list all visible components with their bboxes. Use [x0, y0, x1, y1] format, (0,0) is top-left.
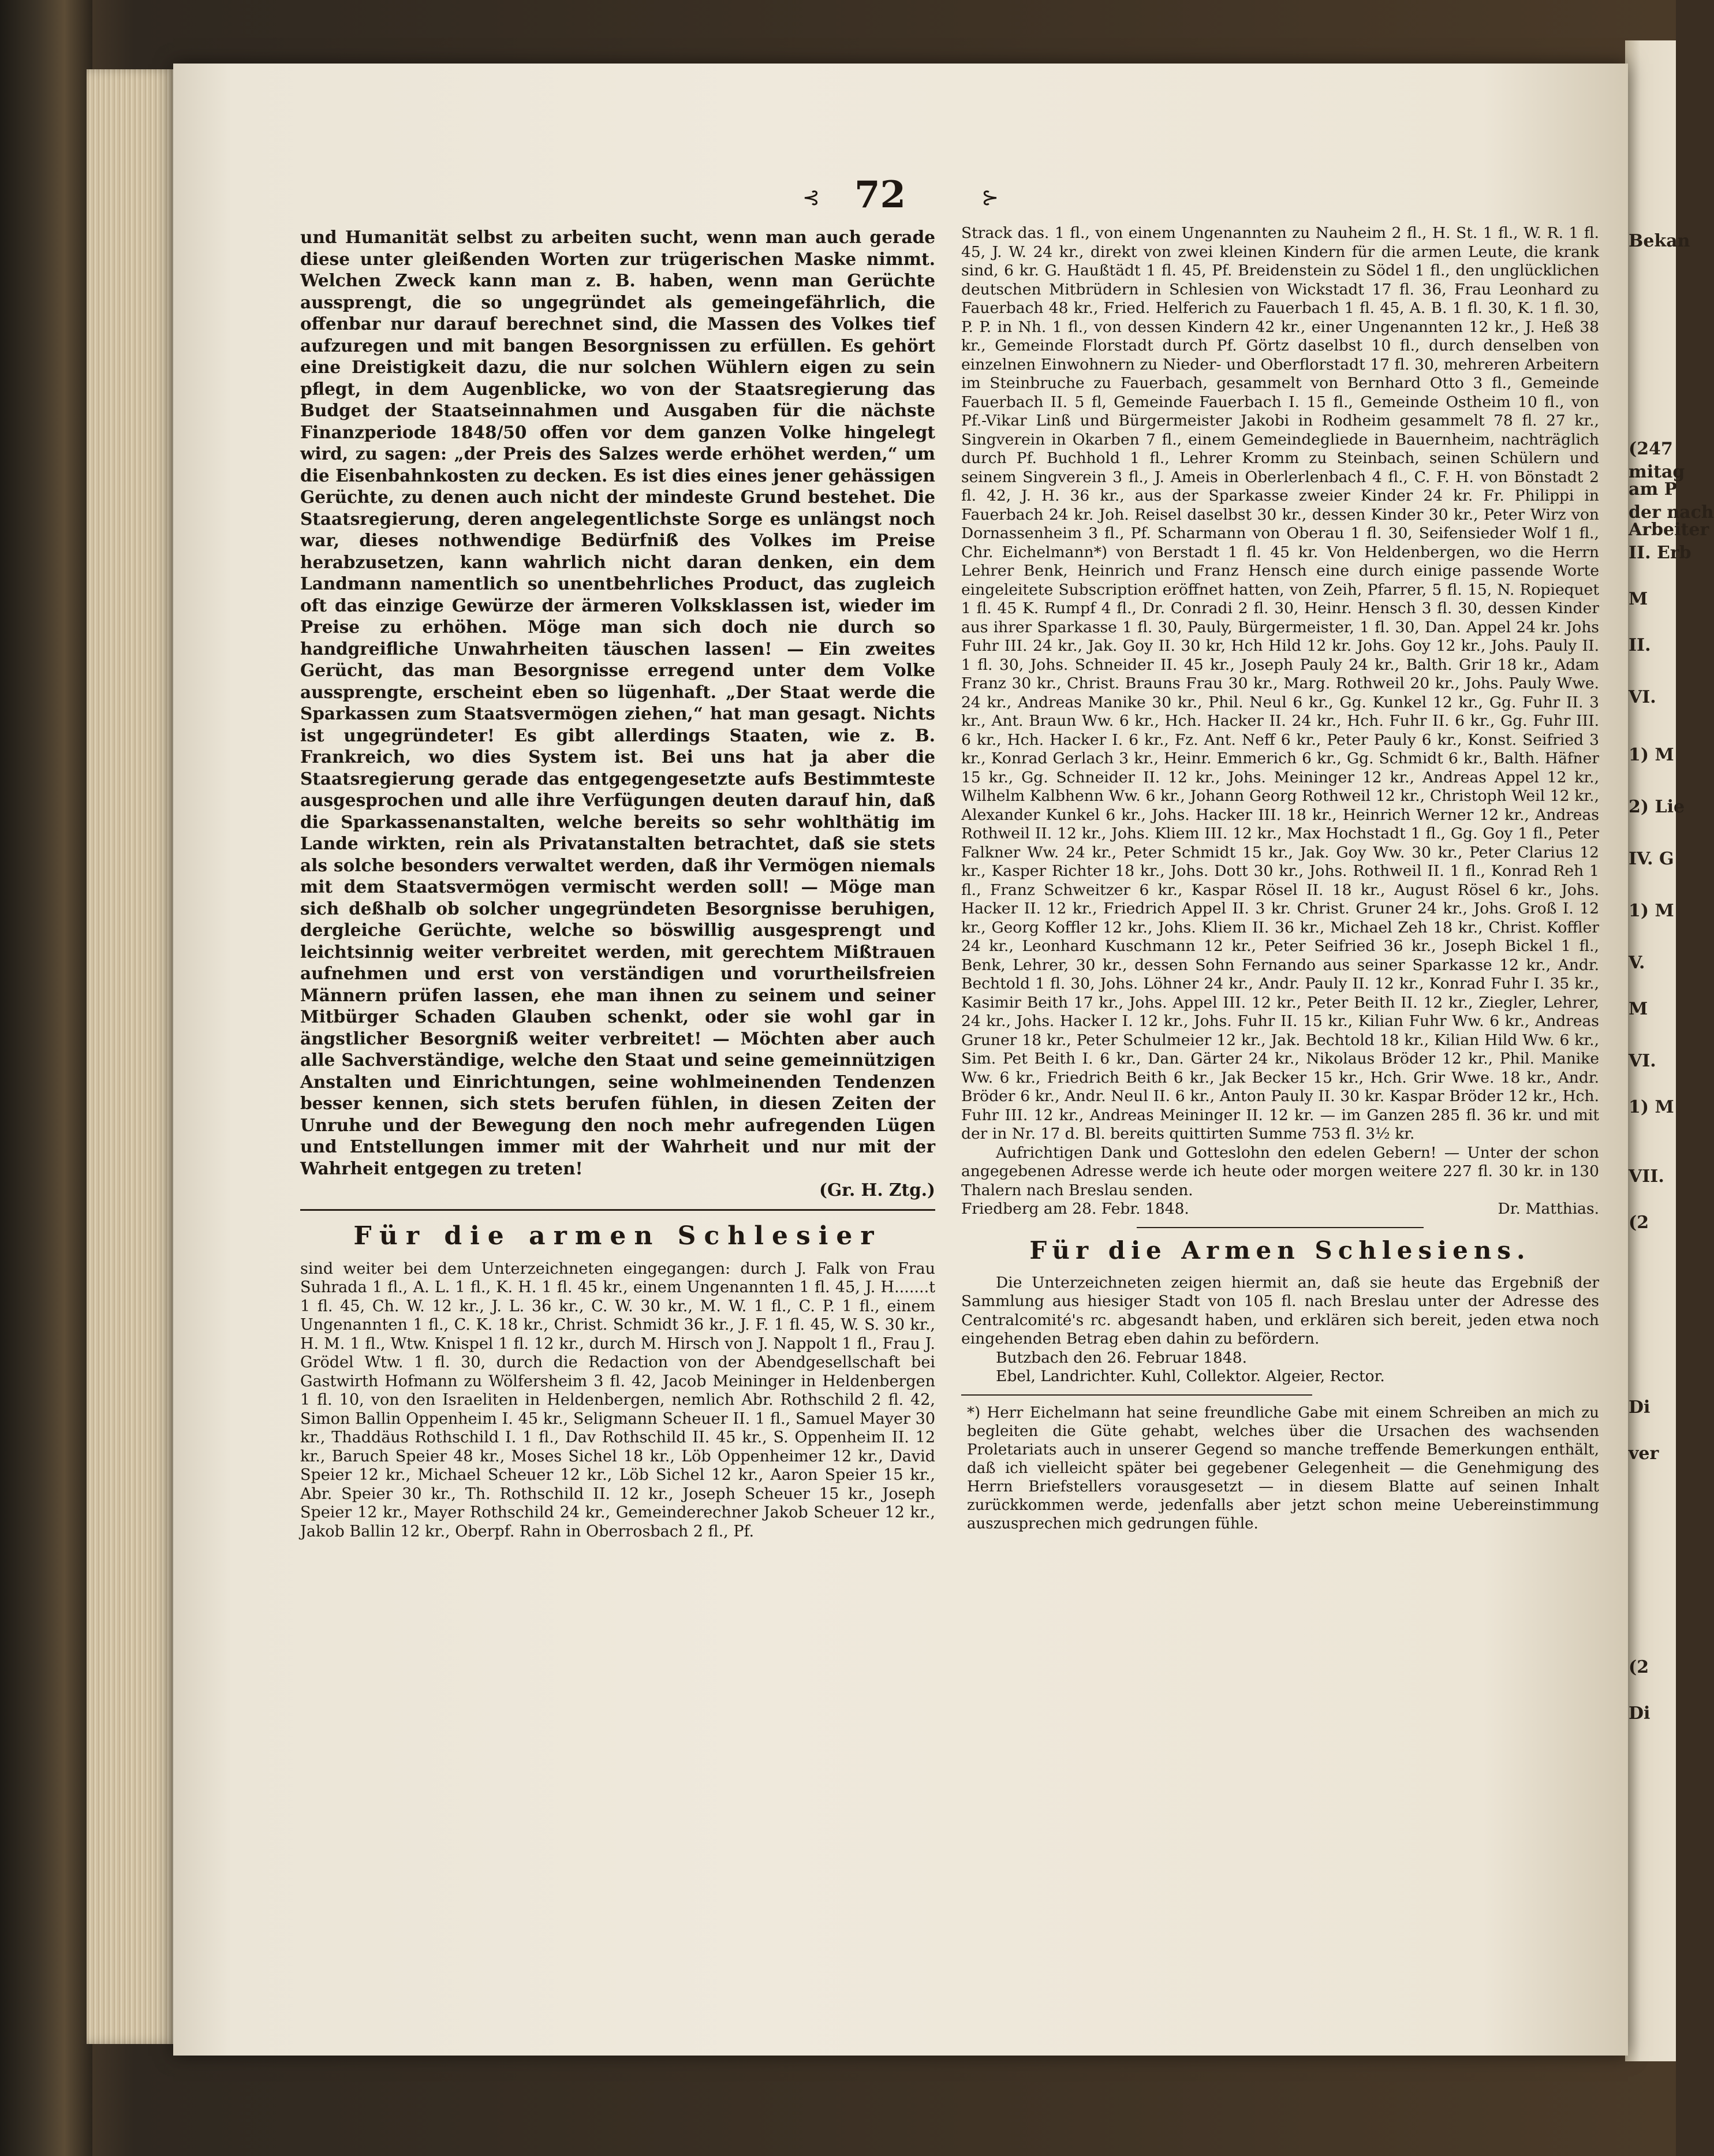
adjacent-page-text-fragment: 2) Lie: [1629, 797, 1685, 817]
adjacent-page-text-fragment: ver: [1629, 1443, 1659, 1464]
signature-line: [961, 1200, 1599, 1219]
page-stack-edge: [87, 69, 179, 2044]
page-ornament-left: ⊰: [802, 186, 820, 210]
adjacent-page-text-fragment: 1) M: [1629, 901, 1674, 921]
notice-signers: Ebel, Landrichter. Kuhl, Collektor. Algeier, Rector.: [996, 1367, 1385, 1385]
adjacent-page-text-fragment: II. Erb: [1629, 543, 1691, 563]
adjacent-page-text-fragment: II.: [1629, 635, 1651, 655]
donations-list-right: Strack das. 1 fl., von einem Ungenannten zu Nauheim 2 fl., H. St. 1 fl., W. R. 1 fl. 45, J. W. 24 kr., direkt von zwei kleinen Kindern für die armen Leute, die krank sind, 6 kr. G. Haußtädt 1 fl. 45, Pf. Breidenstein zu Södel 1 fl., den unglücklichen deutschen Mitbrüdern in Schlesien von Wickstadt 17 fl. 36, Frau Leonhard zu Fauerbach 48 kr., Fried. Helferich zu Fauerbach 1 fl. 45, A. B. 1 fl. 30, K. 1 fl. 30, P. P. in Nh. 1 fl., von dessen Kindern 42 kr., einer Ungenannten 12 kr., J. Heß 38 kr., Gemeinde Florstadt durch Pf. Görtz daselbst 10 fl., durch denselben von einzelnen Einwohnern zu Nieder- und Oberflorstadt 17 fl. 30, mehreren Arbeitern im Steinbruche zu Fauerbach, gesammelt von Bernhard Otto 3 fl., Gemeinde Fauerbach II. 5 fl, Gemeinde Fauerbach I. 15 fl., Gemeinde Ostheim 10 fl., von Pf.-Vikar Linß und Bürgermeister Jakobi in Rodheim gesammelt 78 fl. 27 kr., Singverein in Okarben 7 fl., einem Gemeindegliede in Bauernheim, nachträglich durch Pf. Buchhold 1 fl., Lehrer Kromm zu Steinbach, seinen Schülern und seinem Singverein 3 fl., J. Ameis in Oberlerlenbach 4 fl., C. F. H. von Bönstadt 2 fl. 42, J. H. 36 kr., aus der Sparkasse zweier Kinder 24 kr. Fr. Philippi in Fauerbach 24 kr. Joh. Reisel daselbst 30 kr., dessen Kinder 30 kr., Peter Wirz von Dornassenheim 3 fl., Pf. Scharmann von Oberau 1 fl. 30, Seifensieder Wolf 1 fl., Chr. Eichelmann*) von Berstadt 1 fl. 45 kr. Von Heldenbergen, wo die Herrn Lehrer Benk, Heinrich und Franz Hensch eine durch einige passende Worte eingeleitete Subscription eröffnet hatten, von Zeih, Pfarrer, 5 fl. 15, N. Ropiequet 1 fl. 45 K. Rumpf 4 fl., Dr. Conradi 2 fl. 30, Heinr. Hensch 3 fl. 30, dessen Kinder aus ihrer Sparkasse 1 fl. 30, Pauly, Bürgermeister, 1 fl. 30, Dan. Appel 24 kr. Johs Fuhr III. 24 kr., Jak. Goy II. 30 kr, Hch Hild 12 kr. Johs. Goy 12 kr., Johs. Pauly II. 1 fl. 30, Johs. Schneider II. 45 kr., Joseph Pauly 24 kr., Balth. Grir 18 kr., Adam Franz 30 kr., Christ. Brauns Frau 30 kr., Marg. Rothweil 20 kr., Johs. Pauly Wwe. 24 kr., Andreas Manike 30 kr., Phil. Neul 6 kr., Gg. Kunkel 12 kr., Gg. Fuhr II. 3 kr., Ant. Braun Ww. 6 kr., Hch. Hacker II. 24 kr., Hch. Fuhr II. 6 kr., Gg. Fuhr III. 6 kr., Hch. Hacker I. 6 kr., Fz. Ant. Neff 6 kr., Peter Pauly 6 kr., Konst. Seifried 3 kr., Konrad Gerlach 3 kr., Heinr. Emmerich 6 kr., Gg. Schmidt 6 kr., Balth. Häfner 15 kr., Gg. Schneider II. 12 kr., Johs. Meininger 12 kr., Andreas Appel 12 kr., Wilhelm Kalbhenn Ww. 6 kr., Johann Georg Rothweil 12 kr., Christoph Weil 12 kr., Alexander Kunkel 6 kr., Johs. Hacker III. 18 kr., Heinrich Werner 12 kr., Andreas Rothweil II. 12 kr., Johs. Kliem III. 12 kr., Max Hochstadt 1 fl., Gg. Goy 1 fl., Peter Falkner Ww. 24 kr., Peter Schmidt 15 kr., Jak. Goy Ww. 30 kr., Peter Clarius 12 kr., Kasper Richter 18 kr., Johs. Dott 30 kr., Johs. Rothweil II. 1 fl., Konrad Reh 1 fl., Franz Schweitzer 6 kr., Kaspar Rösel II. 18 kr., August Rösel 6 kr., Johs. Hacker II. 12 kr., Friedrich Appel II. 3 kr. Christ. Gruner 24 kr., Johs. Groß I. 12 kr., Georg Koffler 12 kr., Johs. Kliem II. 36 kr., Michael Zeh 18 kr., Christ. Koffler 24 kr., Leonhard Kuschmann 12 kr., Peter Seifried 36 kr., Joseph Bickel 1 fl., Benk, Lehrer, 30 kr., dessen Sohn Fernando aus seiner Sparkasse 12 kr., Andr. Bechtold 1 fl. 30, Johs. Löhner 24 kr., Andr. Pauly II. 12 kr., Konrad Fuhr I. 35 kr., Kasimir Beith 17 kr., Johs. Appel III. 12 kr., Peter Beith II. 12 kr., Ziegler, Lehrer, 24 kr., Johs. Hacker I. 12 kr., Johs. Fuhr II. 15 kr., Kilian Fuhr Ww. 6 kr., Andreas Gruner 18 kr., Peter Schulmeier 12 kr., Jak. Bechtold 18 kr., Kilian Hild Ww. 6 kr., Sim. Pet Beith I. 6 kr., Dan. Gärter 24 kr., Nikolaus Bröder 12 kr., Phil. Manike Ww. 6 kr., Friedrich Beith 6 kr., Jak Becker 15 kr., Hch. Grir Wwe. 18 kr., Andr. Bröder 6 kr., Andr. Neul II. 6 kr., Anton Pauly II. 30 kr. Kaspar Bröder 12 kr., Hch. Fuhr III. 12 kr., Andreas Meininger II. 12 kr. — im Ganzen 285 fl. 36 kr. und mit der in Nr. 17 d. Bl. bereits quittirten Summe 753 fl. 3½ kr.: [961, 224, 1599, 1143]
adjacent-page-text-fragment: der nach: [1629, 502, 1714, 523]
signer: Dr. Matthias.: [1498, 1200, 1599, 1218]
adjacent-page-text-fragment: VI.: [1629, 1051, 1656, 1071]
adjacent-page-text-fragment: am P: [1629, 479, 1678, 499]
adjacent-page-text-fragment: V.: [1629, 953, 1645, 973]
section-heading-armen-schlesiens: Für die Armen Schlesiens.: [1029, 1236, 1531, 1264]
notice-place-date: Butzbach den 26. Februar 1848.: [996, 1348, 1248, 1367]
adjacent-page-fragment: [1625, 40, 1714, 2061]
page-number: 72: [854, 173, 906, 217]
adjacent-page-text-fragment: VII.: [1629, 1166, 1664, 1187]
right-column: [961, 224, 1599, 1533]
thanks-paragraph: Aufrichtigen Dank und Gotteslohn den edelen Gebern! — Unter der schon angegebenen Adresse werde ich heute oder morgen weitere 227 fl. 30 kr. in 130 Thalern nach Breslau senden.: [961, 1143, 1599, 1199]
footnote-rule: [961, 1394, 1312, 1396]
adjacent-page-text-fragment: VI.: [1629, 687, 1656, 707]
donations-list-left: sind weiter bei dem Unterzeichneten eingegangen: durch J. Falk von Frau Suhrada 1 fl., A. L. 1 fl., K. H. 1 fl. 45 kr., einem Ungenannten 1 fl. 45, J. H.......t 1 fl. 45, Ch. W. 12 kr., J. L. 36 kr., C. W. 30 kr., M. W. 1 fl., C. P. 1 fl., einem Ungenannten 1 fl., C. K. 18 kr., Christ. Schmidt 36 kr., J. F. 1 fl. 45, W. S. 30 kr., H. M. 1 fl., Wtw. Knispel 1 fl. 12 kr., durch M. Hirsch von J. Nappolt 1 fl., Frau J. Grödel Wtw. 1 fl. 30, durch die Redaction von der Abendgesellschaft bei Gastwirth Hofmann zu Wölfersheim 3 fl. 42, Jacob Meininger in Heldenbergen 1 fl. 10, von den Israeliten in Heldenbergen, nemlich Abr. Rothschild 2 fl. 42, Simon Ballin Oppenheim I. 45 kr., Seligmann Scheuer II. 1 fl., Samuel Mayer 30 kr., Thaddäus Rothschild I. 1 fl., Dav Rothschild II. 45 kr., S. Oppenheim II. 12 kr., Baruch Speier 48 kr., Moses Sichel 18 kr., Löb Oppenheimer 12 kr., David Speier 12 kr., Michael Scheuer 12 kr., Löb Sichel 12 kr., Aaron Speier 15 kr., Abr. Speier 30 kr., Th. Rothschild II. 12 kr., Joseph Scheuer 15 kr., Joseph Speier 12 kr., Mayer Rothschild 24 kr., Gemeinderechner Jakob Scheuer 12 kr., Jakob Ballin 12 kr., Oberpf. Rahn in Oberrosbach 2 fl., Pf.: [300, 1259, 935, 1540]
left-column: [300, 226, 935, 1541]
place-date: Friedberg am 28. Febr. 1848.: [961, 1200, 1189, 1218]
article-body: und Humanität selbst zu arbeiten sucht, wenn man auch gerade diese unter gleißenden Worten zur trügerischen Maske nimmt. Welchen Zweck kann man z. B. haben, wenn man Gerüchte aussprengt, die so ungegründet als gemeingefährlich, die offenbar nur darauf berechnet sind, die Massen des Volkes tief aufzuregen und mit bangen Besorgnissen zu erfüllen. Es gehört eine Dreistigkeit dazu, die nur solchen Wühlern eigen zu sein pflegt, in dem Augenblicke, wo von der Staatsregierung das Budget der Staatseinnahmen und Ausgaben für die nächste Finanzperiode 1848/50 offen vor dem ganzen Volke hingelegt wird, zu sagen: „der Preis des Salzes werde erhöhet werden,“ um die Eisenbahnkosten zu decken. Es ist dies eines jener gehässigen Gerüchte, zu denen auch nicht der mindeste Grund bestehet. Die Staatsregierung, deren angelegentlichste Sorge es unlängst noch war, dieses nothwendige Bedürfniß des Volkes im Preise herabzusetzen, kann wahrlich nicht daran denken, ein dem Landmann namentlich so unentbehrliches Product, das zugleich oft das einzige Gewürze der ärmeren Volksklassen ist, wieder im Preise zu erhöhen. Möge man sich doch nie durch so handgreifliche Unwahrheiten täuschen lassen! — Ein zweites Gerücht, das man Besorgnisse erregend unter dem Volke aussprengte, erscheint eben so lügenhaft. „Der Staat werde die Sparkassen zum Staatsvermögen ziehen,“ hat man gesagt. Nichts ist ungegründeter! Es gibt allerdings Staaten, wie z. B. Frankreich, wo dies System ist. Bei uns hat ja aber die Staatsregierung gerade das entgegengesetzte aufs Bestimmteste ausgesprochen und alle ihre Verfügungen deuten darauf hin, daß die Sparkassenanstalten, welche bereits so sehr wohlthätig im Lande wirkten, rein als Privatanstalten betrachtet, daß sie stets als solche besonders verwaltet werden, daß ihr Vermögen niemals mit dem Staatsvermögen vermischt werden soll! — Möge man sich deßhalb ob solcher ungegründeten Besorgnisse beruhigen, dergleiche Gerüchte, welche so böswillig ausgesprengt und leichtsinnig weiter verbreitet werden, mit gerechtem Mißtrauen aufnehmen und erst von verständigen und vorurtheilsfreien Männern prüfen lassen, ehe man ihnen zu seinem und seiner Mitbürger Schaden Glauben schenkt, oder sie wohl gar in ängstlicher Besorgniß weiter verbreitet! — Möchten aber auch alle Sachverständige, welche den Staat und seine gemeinnützigen Anstalten und Einrichtungen, seine wohlmeinenden Tendenzen besser kennen, sich stets berufen fühlen, in diesen Zeiten der Unruhe und der Bewegung den noch mehr aufregenden Lügen und Entstellungen immer mit der Wahrheit und nur mit der Wahrheit entgegen zu treten!: [300, 227, 935, 1178]
footnote: *) Herr Eichelmann hat seine freundliche Gabe mit einem Schreiben an mich zu begleiten die Güte gehabt, welches über die Ursachen des wachsenden Proletariats auch in unserer Gegend so manche treffende Bemerkungen enthält, daß ich vielleicht später bei gegebener Gelegenheit — die Genehmigung des Herrn Briefstellers vorausgesetzt — in diesem Blatte auf seinen Inhalt zurückkommen werde, jedenfalls aber jetzt schon meine Uebereinstimmung auszusprechen mich gedrungen fühle.: [967, 1404, 1599, 1532]
adjacent-page-text-fragment: 1) M: [1629, 1097, 1674, 1117]
adjacent-page-text-fragment: M: [1629, 999, 1648, 1019]
article-source: (Gr. H. Ztg.): [819, 1180, 935, 1200]
section-divider: [300, 1209, 935, 1211]
adjacent-page-text-fragment: (2: [1629, 1213, 1649, 1233]
adjacent-page-text-fragment: (247: [1629, 439, 1673, 459]
book-binding: [0, 0, 92, 2156]
adjacent-page-text-fragment: mitag: [1629, 462, 1685, 482]
adjacent-page-text-fragment: Bekan: [1629, 231, 1690, 251]
section-heading-schlesier: Für die armen Schlesier: [353, 1221, 882, 1251]
adjacent-page-text-fragment: M: [1629, 589, 1648, 609]
adjacent-page-text-fragment: 1) M: [1629, 745, 1674, 765]
adjacent-page-text-fragment: (2: [1629, 1657, 1649, 1677]
adjacent-page-text-fragment: Di: [1629, 1397, 1650, 1418]
page-ornament-right: ⊱: [981, 186, 999, 210]
notice-paragraph: Die Unterzeichneten zeigen hiermit an, daß sie heute das Ergebniß der Sammlung aus hiesiger Stadt von 105 fl. nach Breslau unter der Adresse des Centralcomité's rc. abgesandt haben, und erklären sich bereit, jeden etwa noch eingehenden Betrag eben dahin zu befördern.: [961, 1273, 1599, 1348]
heading-rule: [1137, 1227, 1424, 1228]
adjacent-page-text-fragment: Arbeiter: [1629, 520, 1709, 540]
adjacent-page-text-fragment: IV. G: [1629, 849, 1674, 869]
adjacent-page-text-fragment: Di: [1629, 1703, 1650, 1724]
